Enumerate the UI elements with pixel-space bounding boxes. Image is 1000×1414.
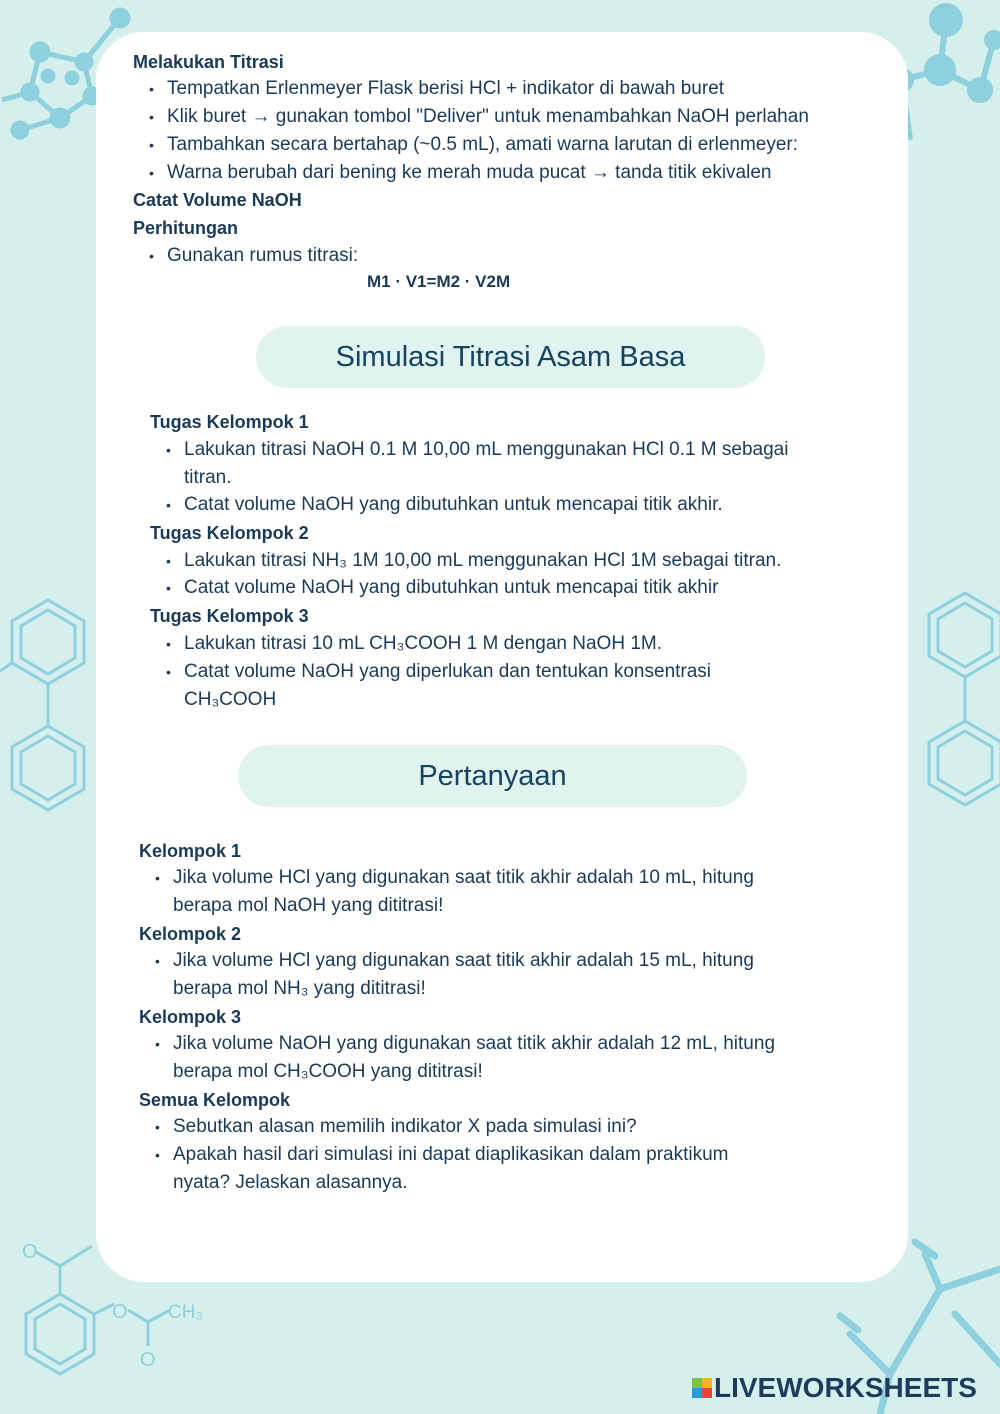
- list-item: • Lakukan titrasi NH₃ 1M 10,00 mL menggunakan HCl 1M sebagai titran.: [166, 550, 782, 571]
- list-item: • Apakah hasil dari simulasi ini dapat diaplikasikan dalam praktikum: [155, 1144, 729, 1165]
- liveworksheets-logo[interactable]: [692, 1372, 977, 1404]
- list-item: • Klik buret → gunakan tombol "Deliver" untuk menambahkan NaOH perlahan: [149, 106, 809, 127]
- list-item-continuation: nyata? Jelaskan alasannya.: [173, 1172, 408, 1193]
- list-item-continuation: titran.: [184, 467, 232, 488]
- liveworksheets-logo-icon: [692, 1378, 712, 1398]
- group-heading: Kelompok 1: [139, 841, 242, 861]
- svg-text:CH₃: CH₃: [168, 1302, 204, 1323]
- titration-formula: M1 · V1=M2 · V2M: [367, 272, 511, 291]
- section-heading-catat-volume: Catat Volume NaOH: [133, 190, 302, 210]
- list-item: • Jika volume HCl yang digunakan saat titik akhir adalah 15 mL, hitung: [155, 950, 754, 971]
- list-item: • Sebutkan alasan memilih indikator X pada simulasi ini?: [155, 1116, 637, 1137]
- group-heading: Tugas Kelompok 3: [150, 606, 309, 626]
- section-title-simulasi: Simulasi Titrasi Asam Basa: [256, 326, 765, 388]
- list-item: • Jika volume NaOH yang digunakan saat titik akhir adalah 12 mL, hitung: [155, 1033, 776, 1054]
- list-item: • Lakukan titrasi NaOH 0.1 M 10,00 mL menggunakan HCl 0.1 M sebagai: [166, 439, 789, 460]
- list-item-continuation: CH₃COOH: [184, 689, 277, 710]
- section-title-pertanyaan: Pertanyaan: [238, 745, 747, 807]
- list-item: • Jika volume HCl yang digunakan saat titik akhir adalah 10 mL, hitung: [155, 867, 754, 888]
- list-item: • Lakukan titrasi 10 mL CH₃COOH 1 M dengan NaOH 1M.: [166, 633, 662, 654]
- list-item-continuation: berapa mol NaOH yang dititrasi!: [173, 895, 444, 916]
- list-item: • Catat volume NaOH yang dibutuhkan untuk mencapai titik akhir.: [166, 494, 723, 515]
- group-heading: Kelompok 3: [139, 1007, 242, 1027]
- group-heading: Tugas Kelompok 1: [150, 412, 309, 432]
- group-heading: Kelompok 2: [139, 924, 242, 944]
- list-item-continuation: berapa mol NH₃ yang dititrasi!: [173, 978, 426, 999]
- section-heading-perhitungan: Perhitungan: [133, 218, 239, 238]
- list-item: • Tempatkan Erlenmeyer Flask berisi HCl + indikator di bawah buret: [149, 78, 725, 99]
- liveworksheets-wordmark: LIVEWORKSHEETS: [714, 1372, 977, 1403]
- list-item: • Catat volume NaOH yang dibutuhkan untuk mencapai titik akhir: [166, 577, 719, 598]
- list-item-continuation: berapa mol CH₃COOH yang dititrasi!: [173, 1061, 483, 1082]
- section-heading-melakukan-titrasi: Melakukan Titrasi: [133, 52, 284, 72]
- svg-text:O: O: [112, 1301, 128, 1323]
- list-item: • Catat volume NaOH yang diperlukan dan tentukan konsentrasi: [166, 661, 712, 682]
- list-item: • Gunakan rumus titrasi:: [149, 245, 359, 266]
- svg-text:O: O: [22, 1241, 38, 1263]
- group-heading: Semua Kelompok: [139, 1090, 291, 1110]
- svg-text:O: O: [140, 1349, 156, 1371]
- group-heading: Tugas Kelompok 2: [150, 523, 309, 543]
- list-item: • Warna berubah dari bening ke merah muda pucat → tanda titik ekivalen: [149, 162, 772, 183]
- list-item: • Tambahkan secara bertahap (~0.5 mL), amati warna larutan di erlenmeyer:: [149, 134, 799, 155]
